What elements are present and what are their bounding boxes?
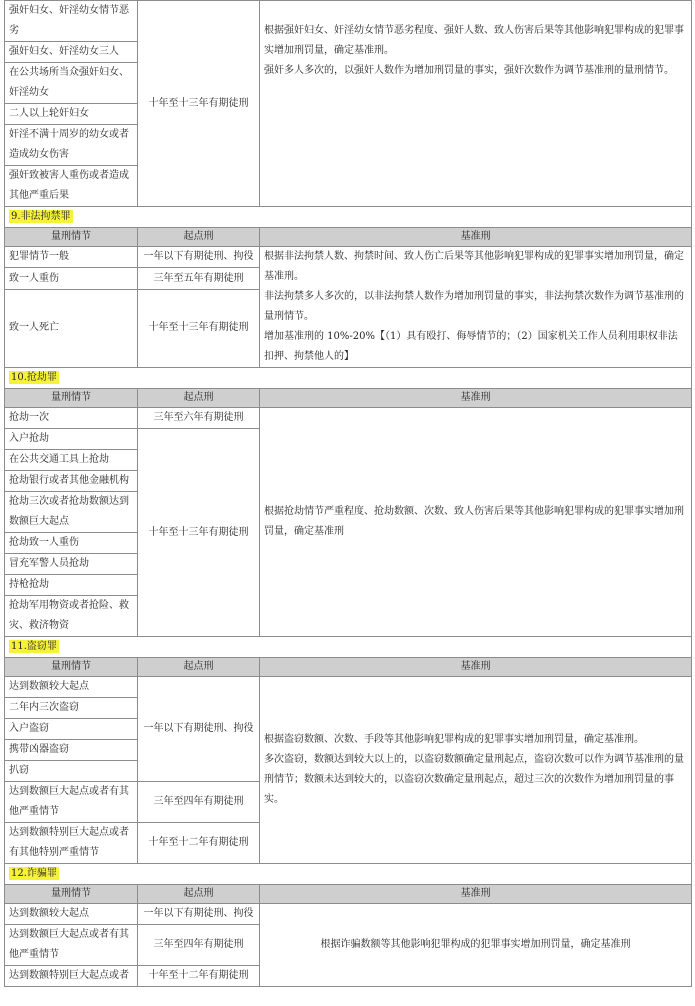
circumstance-cell: 抢劫三次或者抢劫数额达到数额巨大起点 (5, 492, 138, 533)
circumstance-cell: 强奸妇女、奸淫幼女三人 (5, 42, 138, 63)
header-row (5, 658, 692, 677)
circumstance-cell: 达到数额较大起点 (5, 904, 138, 925)
base-penalty-cell (260, 247, 692, 368)
section-heading-row (5, 637, 692, 658)
section-heading-row (5, 207, 692, 228)
circumstance-cell: 达到数额特别巨大起点或者 (5, 966, 138, 987)
base-penalty-cell: 根据抢劫情节严重程度、抢劫数额、次数、致人伤害后果等其他影响犯罪构成的犯罪事实增加刑罚量，确定基准刑 (260, 408, 692, 637)
header-start: 起点刑 (138, 658, 260, 677)
circumstance-cell: 冒充军警人员抢劫 (5, 554, 138, 575)
header-start: 起点刑 (138, 228, 260, 247)
header-base: 基准刑 (260, 389, 692, 408)
circumstance-cell: 犯罪情节一般 (5, 247, 138, 268)
header-base: 基准刑 (260, 228, 692, 247)
header-start: 起点刑 (138, 389, 260, 408)
sentencing-table (4, 0, 692, 987)
circumstance-cell: 入户盗窃 (5, 719, 138, 740)
section-title: 12.诈骗罪 (11, 868, 57, 879)
circumstance-cell: 入户抢劫 (5, 429, 138, 450)
circumstance-cell: 二年内三次盗窃 (5, 698, 138, 719)
basis-line: 非法拘禁多人多次的，以非法拘禁人数作为增加刑罚量的事实，非法拘禁次数作为调节基准刑的量刑情节。 (264, 291, 684, 322)
header-row (5, 389, 692, 408)
circumstance-cell: 强奸致被害人重伤或者造成其他严重后果 (5, 166, 138, 207)
basis-line: 强奸多人多次的，以强奸人数作为增加刑罚量的事实，强奸次数作为调节基准刑的量刑情节。 (264, 65, 674, 76)
header-row (5, 885, 692, 904)
header-circumstance: 量刑情节 (5, 228, 138, 247)
circumstance-cell: 致一人死亡 (5, 289, 138, 367)
circumstance-cell: 抢劫致一人重伤 (5, 533, 138, 554)
circumstance-cell: 达到数额特别巨大起点或者有其他特别严重情节 (5, 823, 138, 864)
circumstance-cell: 达到数额巨大起点或者有其他严重情节 (5, 782, 138, 823)
base-penalty-cell: 根据诈骗数额等其他影响犯罪构成的犯罪事实增加刑罚量，确定基准刑 (260, 904, 692, 987)
start-penalty-cell: 十年至十三年有期徒刑 (138, 1, 260, 207)
circumstance-cell: 持枪抢劫 (5, 575, 138, 596)
basis-line: 根据盗窃数额、次数、手段等其他影响犯罪构成的犯罪事实增加刑罚量，确定基准刑。 (264, 734, 644, 745)
circumstance-cell: 强奸妇女、奸淫幼女情节恶劣 (5, 1, 138, 42)
start-penalty-cell: 一年以下有期徒刑、拘役 (138, 677, 260, 782)
circumstance-cell: 致一人重伤 (5, 268, 138, 289)
start-penalty-cell: 十年至十三年有期徒刑 (138, 429, 260, 637)
start-penalty-cell: 三年至四年有期徒刑 (138, 782, 260, 823)
header-start: 起点刑 (138, 885, 260, 904)
circumstance-cell: 在公共交通工具上抢劫 (5, 450, 138, 471)
start-penalty-cell: 三年至六年有期徒刑 (138, 408, 260, 429)
header-circumstance: 量刑情节 (5, 389, 138, 408)
circumstance-cell: 抢劫军用物资或者抢险、救灾、救济物资 (5, 596, 138, 637)
header-circumstance: 量刑情节 (5, 885, 138, 904)
section-title: 11.盗窃罪 (11, 641, 57, 652)
section-title: 10.抢劫罪 (11, 372, 57, 383)
basis-line: 根据强奸妇女、奸淫幼女情节恶劣程度、强奸人数、致人伤害后果等其他影响犯罪构成的犯罪事实增加刑罚量，确定基准刑。 (264, 25, 684, 56)
start-penalty-cell: 十年至十三年有期徒刑 (138, 289, 260, 367)
table-row (5, 904, 692, 925)
circumstance-cell: 抢劫银行或者其他金融机构 (5, 471, 138, 492)
basis-line: 根据非法拘禁人数、拘禁时间、致人伤亡后果等其他影响犯罪构成的犯罪事实增加刑罚量，确定基准刑。 (264, 251, 684, 282)
section-title: 9.非法拘禁罪 (11, 211, 71, 222)
header-base: 基准刑 (260, 658, 692, 677)
circumstance-cell: 在公共场所当众强奸妇女、奸淫幼女 (5, 63, 138, 104)
circumstance-cell: 奸淫不满十周岁的幼女或者造成幼女伤害 (5, 125, 138, 166)
header-circumstance: 量刑情节 (5, 658, 138, 677)
circumstance-cell: 扒窃 (5, 761, 138, 782)
circumstance-cell: 达到数额巨大起点或者有其他严重情节 (5, 925, 138, 966)
table-row (5, 408, 692, 429)
start-penalty-cell: 十年至十二年有期徒刑 (138, 966, 260, 987)
basis-line: 增加基准刑的 10%-20%【（1）具有殴打、侮辱情节的；（2）国家机关工作人员利用职权非法扣押、拘禁他人的】 (264, 331, 678, 362)
start-penalty-cell: 三年至五年有期徒刑 (138, 268, 260, 289)
circumstance-cell: 达到数额较大起点 (5, 677, 138, 698)
circumstance-cell: 携带凶器盗窃 (5, 740, 138, 761)
table-row (5, 677, 692, 698)
header-row (5, 228, 692, 247)
start-penalty-cell: 三年至四年有期徒刑 (138, 925, 260, 966)
header-base: 基准刑 (260, 885, 692, 904)
start-penalty-cell: 一年以下有期徒刑、拘役 (138, 904, 260, 925)
start-penalty-cell: 一年以下有期徒刑、拘役 (138, 247, 260, 268)
table-row (5, 247, 692, 268)
base-penalty-cell (260, 677, 692, 864)
start-penalty-cell: 十年至十二年有期徒刑 (138, 823, 260, 864)
section-heading-row (5, 368, 692, 389)
base-penalty-cell (260, 1, 692, 207)
circumstance-cell: 抢劫一次 (5, 408, 138, 429)
section-heading-row (5, 864, 692, 885)
circumstance-cell: 二人以上轮奸妇女 (5, 104, 138, 125)
table-row (5, 1, 692, 42)
basis-line: 多次盗窃，数额达到较大以上的，以盗窃数额确定量刑起点，盗窃次数可以作为调节基准刑的量刑情节；数额未达到较大的，以盗窃次数确定量刑起点，超过三次的次数作为增加刑罚量的事实。 (264, 754, 684, 805)
